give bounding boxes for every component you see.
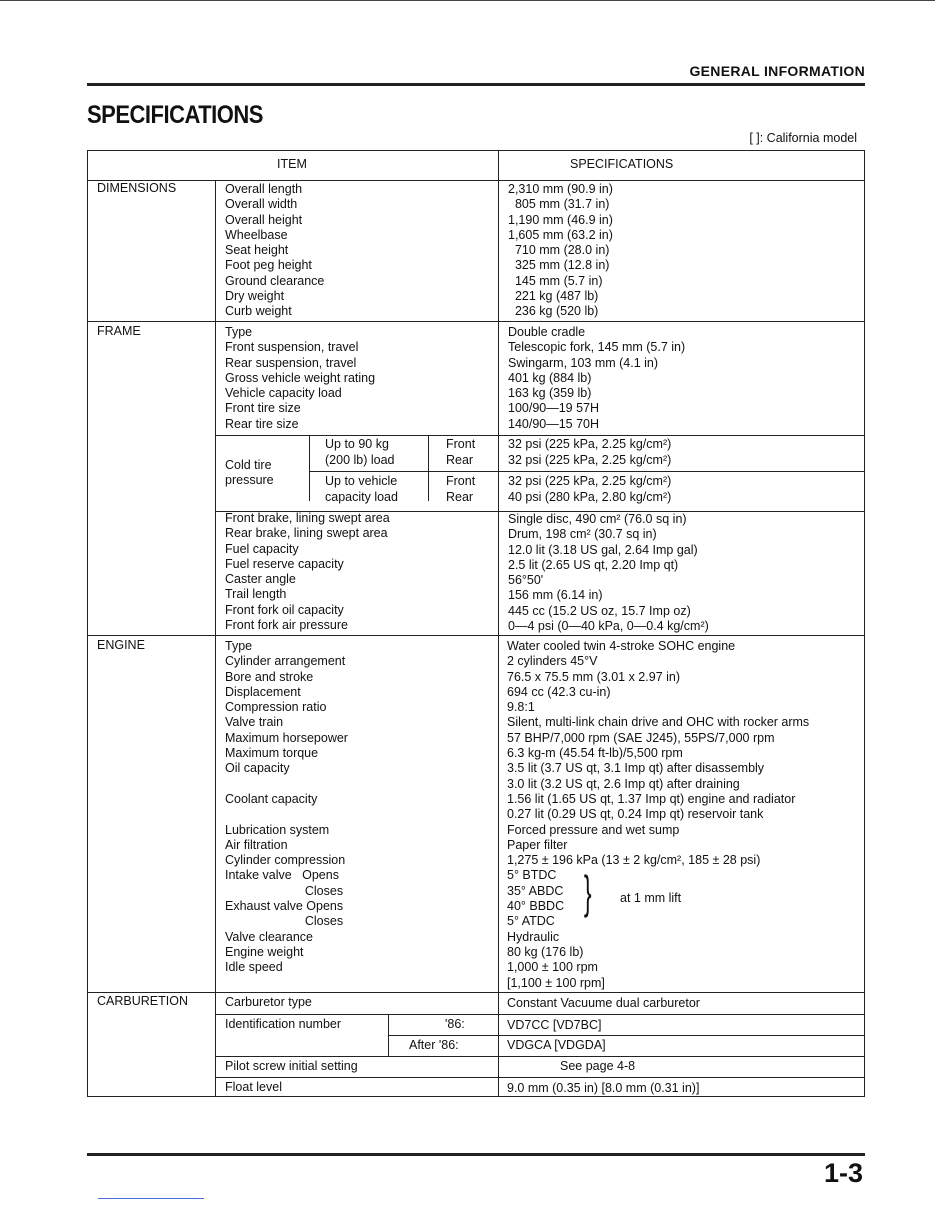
footer-rule	[87, 1153, 865, 1156]
frame-values-a: Double cradle Telescopic fork, 145 mm (5.7 in) Swingarm, 103 mm (4.1 in) 401 kg (884 lb) 163 kg (359 lb) 100/90—19 57H 140/90—15 70H	[508, 325, 686, 431]
top-edge-line	[0, 0, 935, 1]
category-engine: ENGINE	[97, 638, 145, 652]
pilot-screw-value: See page 4-8	[560, 1059, 636, 1073]
column-header-specifications: SPECIFICATIONS	[570, 157, 674, 171]
float-level-label: Float level	[225, 1080, 282, 1094]
specifications-table	[87, 150, 865, 1097]
identification-number-label: Identification number	[225, 1017, 342, 1031]
column-header-item: ITEM	[277, 157, 307, 171]
pilot-screw-label: Pilot screw initial setting	[225, 1059, 358, 1073]
tire-load-normal-1: Up to 90 kg	[325, 437, 389, 451]
footer-link-underline	[98, 1198, 204, 1199]
tire-pressure-label-2: pressure	[225, 473, 274, 487]
category-frame: FRAME	[97, 324, 141, 338]
dimensions-items: Overall length Overall width Overall height Wheelbase Seat height Foot peg height Ground clearance Dry weight Curb weight	[225, 182, 325, 319]
tire-rear-2: Rear	[446, 490, 474, 504]
category-carburetion: CARBURETION	[97, 994, 188, 1008]
valve-timing-brace: }	[583, 866, 592, 918]
float-level-value: 9.0 mm (0.35 in) [8.0 mm (0.31 in)]	[507, 1081, 700, 1095]
tire-front-2: Front	[446, 474, 476, 488]
identification-year-86: '86:	[445, 1017, 465, 1031]
frame-items-b: Front brake, lining swept area Rear brake, lining swept area Fuel capacity Fuel reserve capacity Caster angle Trail length Front fork oil capacity Front fork air pressure	[225, 511, 390, 633]
header-rule	[87, 83, 865, 86]
tire-load-max-2: capacity load	[325, 490, 398, 504]
identification-number-86: VD7CC [VD7BC]	[507, 1018, 602, 1032]
tire-value-1: 32 psi (225 kPa, 2.25 kg/cm²)	[508, 437, 672, 451]
page-title: SPECIFICATIONS	[87, 100, 263, 129]
carburetor-type-value: Constant Vacuume dual carburetor	[507, 996, 700, 1010]
frame-values-b: Single disc, 490 cm² (76.0 sq in) Drum, 198 cm² (30.7 sq in) 12.0 lit (3.18 US gal, 2.64 Imp gal) 2.5 lit (2.65 US qt, 2.20 Imp qt) 56°50' 156 mm (6.14 in) 445 cc (15.2 US oz, 15.7 Imp oz) 0—4 psi (0—40 kPa, 0—0.4 kg/cm²)	[508, 512, 709, 634]
tire-load-normal-2: (200 lb) load	[325, 453, 395, 467]
engine-items: Type Cylinder arrangement Bore and stroke Displacement Compression ratio Valve train Maximum horsepower Maximum torque Oil capacity Coolant capacity Lubrication system Air filtration Cylinder compression Intake valve Opens Closes Exhaust valve Opens Closes Valve clearance Engine weight Idle speed	[225, 639, 348, 975]
engine-values: Water cooled twin 4-stroke SOHC engine 2 cylinders 45°V 76.5 x 75.5 mm (3.01 x 2.97 in) 694 cc (42.3 cu-in) 9.8:1 Silent, multi-link chain drive and OHC with rocker arms 57 BHP/7,000 rpm (SAE J245), 55PS/7,000 rpm 6.3 kg-m (45.54 ft-lb)/5,500 rpm 3.5 lit (3.7 US qt, 3.1 Imp qt) after disassembly 3.0 lit (3.2 US qt, 2.6 Imp qt) after draining 1.56 lit (1.65 US qt, 1.37 Imp qt) engine and radiator 0.27 lit (0.29 US qt, 0.24 Imp qt) reservoir tank Forced pressure and wet sump Paper filter 1,275 ± 196 kPa (13 ± 2 kg/cm², 185 ± 28 psi) 5° BTDC 35° ABDC 40° BBDC 5° ATDC Hydraulic 80 kg (176 lb) 1,000 ± 100 rpm [1,100 ± 100 rpm]	[507, 639, 810, 990]
tire-value-2: 32 psi (225 kPa, 2.25 kg/cm²)	[508, 453, 672, 467]
valve-lift-note: at 1 mm lift	[620, 891, 682, 905]
tire-rear-1: Rear	[446, 453, 474, 467]
carburetor-type-label: Carburetor type	[225, 995, 312, 1009]
california-note: [ ]: California model	[749, 131, 857, 145]
tire-front-1: Front	[446, 437, 476, 451]
category-dimensions: DIMENSIONS	[97, 181, 177, 195]
tire-value-4: 40 psi (280 kPa, 2.80 kg/cm²)	[508, 490, 672, 504]
page-number: 1-3	[823, 1158, 863, 1188]
dimensions-values: 2,310 mm (90.9 in) 805 mm (31.7 in) 1,190 mm (46.9 in) 1,605 mm (63.2 in) 710 mm (28.0 in) 325 mm (12.8 in) 145 mm (5.7 in) 221 kg (487 lb) 236 kg (520 lb)	[508, 182, 613, 319]
tire-pressure-label-1: Cold tire	[225, 458, 272, 472]
section-title: GENERAL INFORMATION	[689, 63, 865, 79]
tire-load-max-1: Up to vehicle	[325, 474, 398, 488]
tire-value-3: 32 psi (225 kPa, 2.25 kg/cm²)	[508, 474, 672, 488]
identification-year-after-86: After '86:	[409, 1038, 459, 1052]
frame-items-a: Type Front suspension, travel Rear suspension, travel Gross vehicle weight rating Vehicle capacity load Front tire size Rear tire size	[225, 325, 376, 431]
identification-number-after-86: VDGCA [VDGDA]	[507, 1038, 606, 1052]
